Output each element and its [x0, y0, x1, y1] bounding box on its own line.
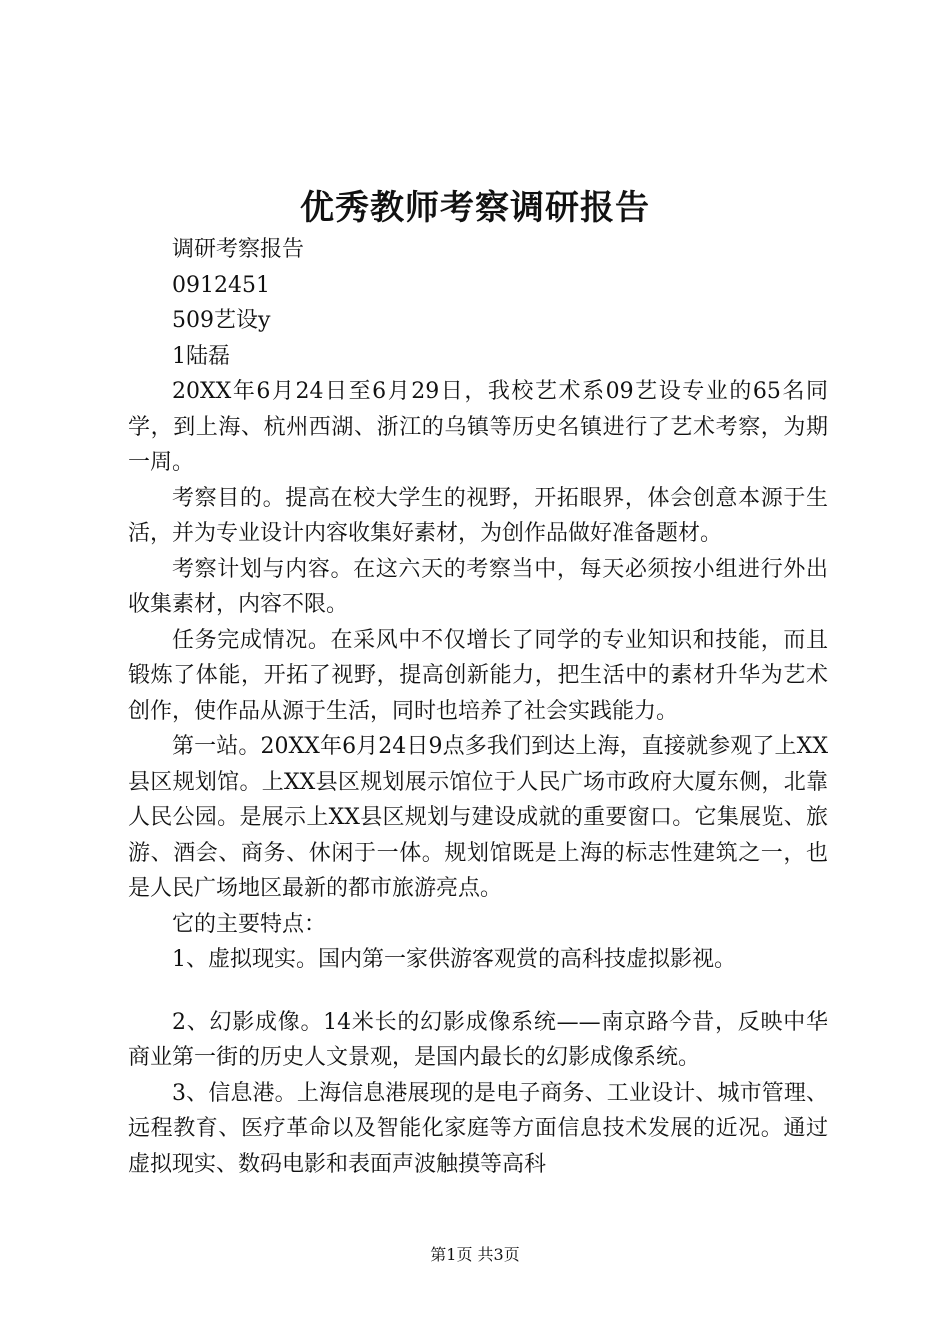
page-title: 优秀教师考察调研报告: [300, 188, 650, 228]
paragraph-purpose: 考察目的。提高在校大学生的视野，开拓眼界，体会创意本源于生活，并为专业设计内容收集好素材，为创作品做好准备题材。: [128, 485, 828, 546]
paragraph-author: 1陆磊: [172, 343, 230, 369]
document-body: [128, 232, 828, 1182]
paragraph-student-id: 0912451: [172, 272, 270, 298]
page-footer: 第1页 共3页: [430, 1245, 520, 1264]
paragraph-class: 509艺设y: [172, 308, 271, 333]
paragraph-features-heading: 它的主要特点：: [172, 911, 327, 937]
paragraph-heading: 调研考察报告: [172, 237, 305, 262]
paragraph-feature-2: 2、幻影成像。14米长的幻影成像系统——南京路今昔，反映中华商业第一街的历史人文景观，是国内最长的幻影成像系统。: [128, 1009, 828, 1070]
paragraph-completion: 任务完成情况。在采风中不仅增长了同学的专业知识和技能，而且锻炼了体能，开拓了视野，提高创新能力，把生活中的素材升华为艺术创作，使作品从源于生活，同时也培养了社会实践能力。: [128, 627, 828, 724]
paragraph-feature-3: 3、信息港。上海信息港展现的是电子商务、工业设计、城市管理、远程教育、医疗革命以及智能化家庭等方面信息技术发展的近况。通过虚拟现实、数码电影和表面声波触摸等高科: [128, 1080, 828, 1177]
paragraph-first-stop: 第一站。20XX年6月24日9点多我们到达上海，直接就参观了上XX县区规划馆。上XX县区规划展示馆位于人民广场市政府大厦东侧，北靠人民公园。是展示上XX县区规划与建设成就的重要窗口。它集展览、旅游、酒会、商务、休闲于一体。规划馆既是上海的标志性建筑之一，也是人民广场地区最新的都市旅游亮点。: [128, 734, 828, 901]
paragraph-plan: 考察计划与内容。在这六天的考察当中，每天必须按小组进行外出收集素材，内容不限。: [128, 556, 828, 617]
paragraph-intro: 20XX年6月24日至6月29日，我校艺术系09艺设专业的65名同学，到上海、杭州西湖、浙江的乌镇等历史名镇进行了艺术考察，为期一周。: [128, 379, 828, 475]
paragraph-feature-1: 1、虚拟现实。国内第一家供游客观赏的高科技虚拟影视。: [172, 947, 736, 972]
